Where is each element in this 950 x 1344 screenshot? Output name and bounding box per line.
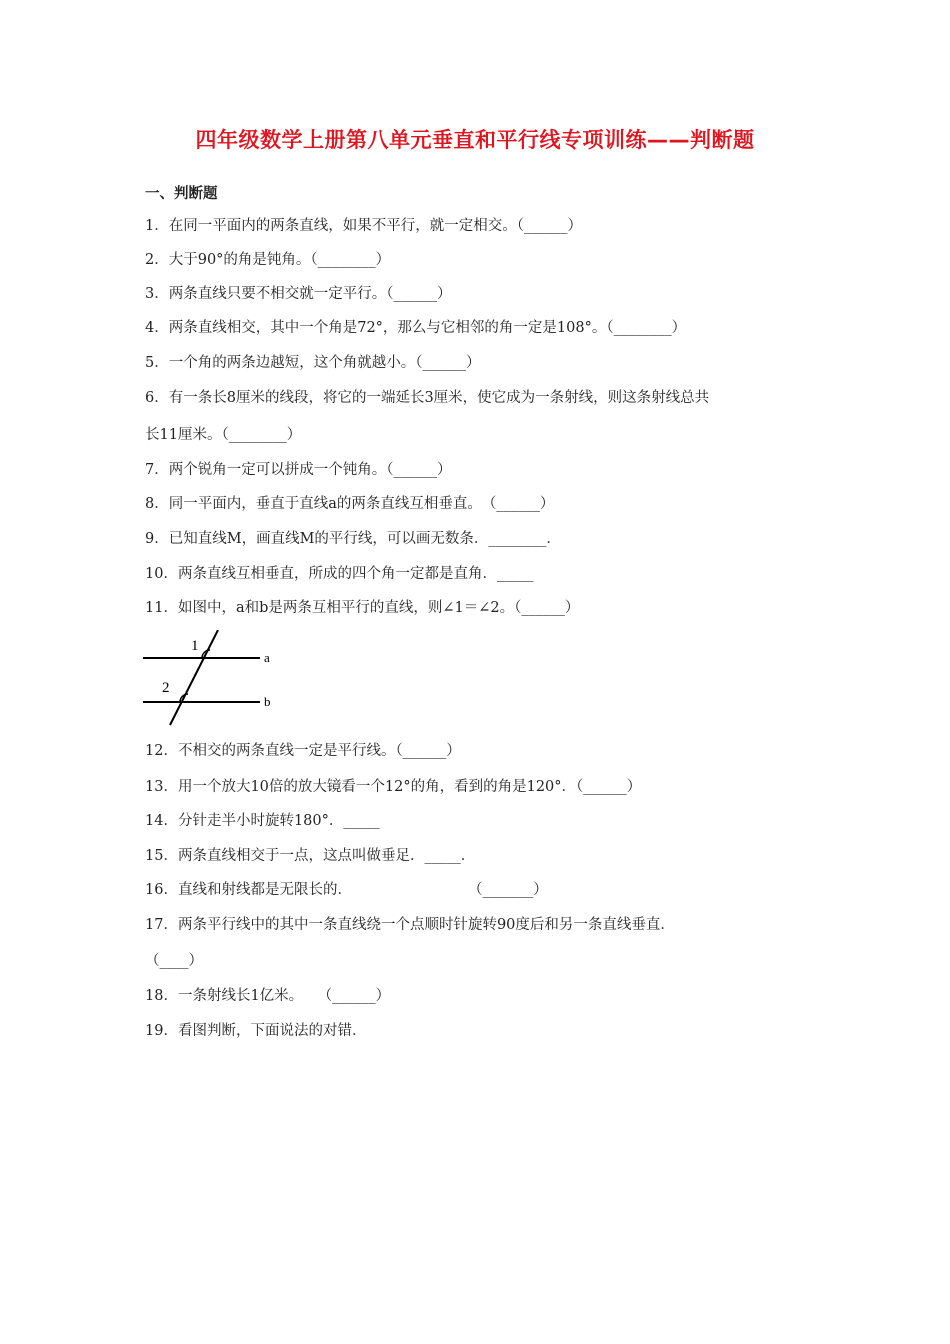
question-1: 1．在同一平面内的两条直线，如果不平行，就一定相交。（______） [145, 218, 582, 234]
question-17: 17．两条平行线中的其中一条直线绕一个点顺时针旋转90度后和另一条直线垂直． [145, 917, 675, 933]
question-7: 7．两个锐角一定可以拼成一个钝角。（______） [145, 462, 452, 478]
line-b-label: b [264, 694, 271, 709]
question-3: 3．两条直线只要不相交就一定平行。（______） [145, 286, 452, 302]
question-19: 19．看图判断，下面说法的对错． [145, 1023, 367, 1039]
question-16: 16．直线和射线都是无限长的． （_______） [145, 882, 548, 898]
question-11: 11．如图中，a和b是两条互相平行的直线，则∠1＝∠2。（______） [145, 600, 580, 616]
question-4: 4．两条直线相交，其中一个角是72°，那么与它相邻的角一定是108°。（________） [145, 320, 687, 336]
line-a-label: a [264, 650, 270, 665]
section-heading: 一、判断题 [145, 186, 218, 202]
angle-2-label: 2 [162, 680, 170, 696]
angle-1-label: 1 [191, 638, 199, 654]
question-17-answer: （____） [145, 953, 203, 969]
question-14: 14．分针走半小时旋转180°．_____ [145, 813, 380, 829]
page-title: 四年级数学上册第八单元垂直和平行线专项训练——判断题 [195, 128, 755, 152]
question-6: 6．有一条长8厘米的线段，将它的一端延长3厘米，使它成为一条射线，则这条射线总共 [145, 390, 710, 406]
question-12: 12．不相交的两条直线一定是平行线。（______） [145, 743, 461, 759]
parallel-lines-figure [142, 630, 292, 730]
question-13: 13．用一个放大10倍的放大镜看一个12°的角，看到的角是120°．（______） [145, 779, 642, 795]
question-8: 8．同一平面内，垂直于直线a的两条直线互相垂直。 （______） [145, 496, 555, 512]
question-18: 18．一条射线长1亿米。 （______） [145, 988, 391, 1004]
question-9: 9．已知直线M，画直线M的平行线，可以画无数条．________． [145, 531, 561, 547]
question-5: 5．一个角的两条边越短，这个角就越小。（______） [145, 355, 481, 371]
question-6-continued: 长11厘米。（________） [145, 427, 302, 443]
question-10: 10．两条直线互相垂直，所成的四个角一定都是直角．_____ [145, 566, 534, 582]
question-2: 2．大于90°的角是钝角。（________） [145, 252, 391, 268]
question-15: 15．两条直线相交于一点，这点叫做垂足．_____． [145, 848, 476, 864]
